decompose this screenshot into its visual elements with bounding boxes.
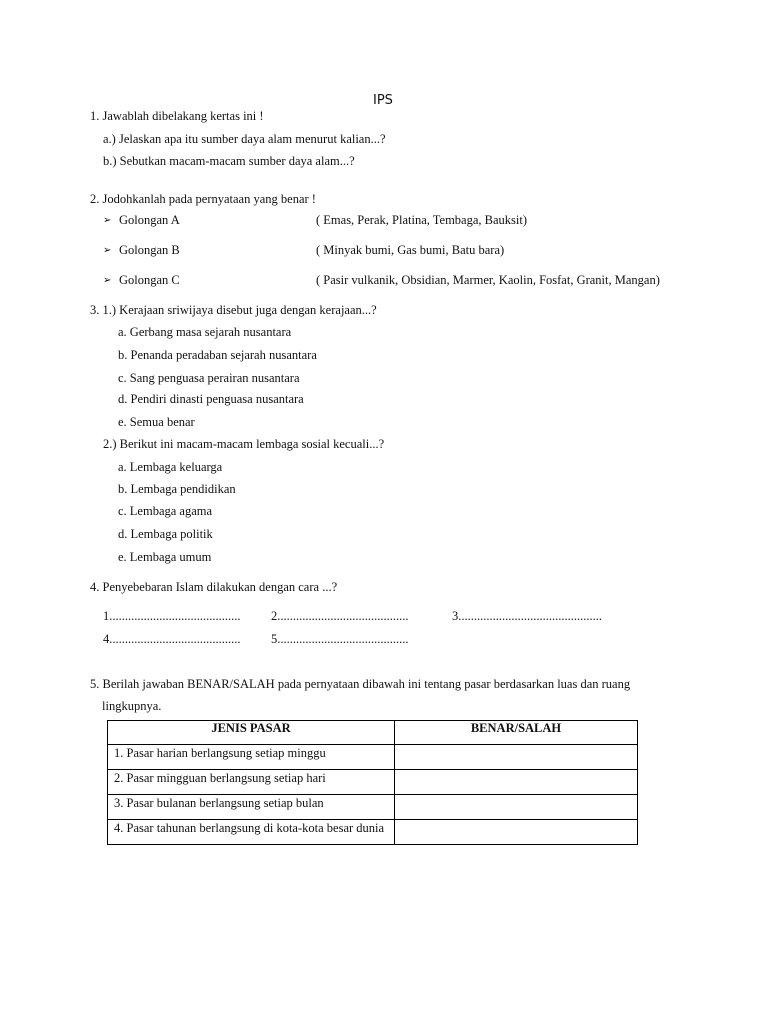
question-3-1-option-b: b. Penanda peradaban sejarah nusantara	[118, 348, 317, 362]
question-1: 1. Jawablah dibelakang kertas ini !	[90, 109, 264, 123]
group-b-value: ( Minyak bumi, Gas bumi, Batu bara)	[316, 243, 505, 257]
table-row	[108, 770, 638, 795]
answer-blank-4[interactable]: 4..........................................	[103, 632, 241, 646]
answer-cell[interactable]	[395, 820, 638, 845]
table-row	[108, 795, 638, 820]
answer-blank-3[interactable]: 3..............................................	[452, 609, 602, 623]
question-3-1-option-c: c. Sang penguasa perairan nusantara	[118, 371, 300, 385]
column-header-benar-salah: BENAR/SALAH	[395, 721, 638, 745]
answer-blank-2[interactable]: 2..........................................	[271, 609, 409, 623]
table-row	[108, 820, 638, 845]
group-c-value: ( Pasir vulkanik, Obsidian, Marmer, Kaolin, Fosfat, Granit, Mangan)	[316, 273, 660, 287]
group-a-label: Golongan A	[119, 213, 180, 227]
group-a-value: ( Emas, Perak, Platina, Tembaga, Bauksit)	[316, 213, 527, 227]
statement-cell: 3. Pasar bulanan berlangsung setiap bulan	[108, 795, 395, 820]
question-3-2-option-a: a. Lembaga keluarga	[118, 460, 223, 474]
question-3-1-option-a: a. Gerbang masa sejarah nusantara	[118, 325, 292, 339]
question-3-1: 3. 1.) Kerajaan sriwijaya disebut juga dengan kerajaan...?	[90, 303, 377, 317]
question-3-2-option-c: c. Lembaga agama	[118, 504, 213, 518]
page-title: IPS	[373, 93, 393, 108]
group-b-label: Golongan B	[119, 243, 180, 257]
group-c-label: Golongan C	[119, 273, 180, 287]
answer-blank-5[interactable]: 5..........................................	[271, 632, 409, 646]
question-2: 2. Jodohkanlah pada pernyataan yang benar !	[90, 192, 316, 206]
arrow-bullet-icon: ➢	[103, 245, 112, 256]
table-header-row	[108, 721, 638, 745]
question-3-2: 2.) Berikut ini macam-macam lembaga sosial kecuali...?	[103, 437, 385, 451]
question-3-2-option-d: d. Lembaga politik	[118, 527, 213, 541]
answer-cell[interactable]	[395, 745, 638, 770]
answer-cell[interactable]	[395, 795, 638, 820]
question-3-2-option-e: e. Lembaga umum	[118, 550, 212, 564]
question-3-2-option-b: b. Lembaga pendidikan	[118, 482, 236, 496]
question-5-continued: lingkupnya.	[102, 699, 162, 713]
statement-cell: 4. Pasar tahunan berlangsung di kota-kota besar dunia	[108, 820, 395, 845]
question-1-item-b: b.) Sebutkan macam-macam sumber daya alam...?	[103, 154, 355, 168]
question-5: 5. Berilah jawaban BENAR/SALAH pada pernyataan dibawah ini tentang pasar berdasarkan luas dan ruang	[90, 677, 631, 691]
question-3-1-option-d: d. Pendiri dinasti penguasa nusantara	[118, 392, 304, 406]
question-1-item-a: a.) Jelaskan apa itu sumber daya alam menurut kalian...?	[103, 132, 386, 146]
statement-cell: 2. Pasar mingguan berlangsung setiap hari	[108, 770, 395, 795]
table-row	[108, 745, 638, 770]
answer-cell[interactable]	[395, 770, 638, 795]
column-header-jenis-pasar: JENIS PASAR	[108, 721, 395, 745]
arrow-bullet-icon: ➢	[103, 215, 112, 226]
question-3-1-option-e: e. Semua benar	[118, 415, 195, 429]
market-table	[107, 720, 638, 845]
answer-blank-1[interactable]: 1..........................................	[103, 609, 241, 623]
statement-cell: 1. Pasar harian berlangsung setiap minggu	[108, 745, 395, 770]
arrow-bullet-icon: ➢	[103, 275, 112, 286]
question-4: 4. Penyebebaran Islam dilakukan dengan cara ...?	[90, 580, 338, 594]
